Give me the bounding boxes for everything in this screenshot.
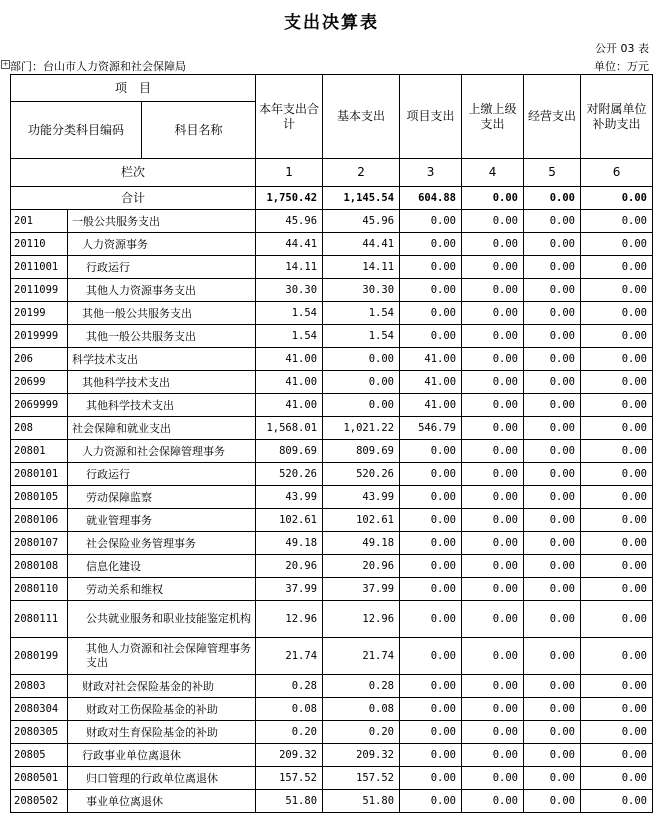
row-value: 37.99 [323,578,400,601]
row-value: 0.00 [462,302,524,325]
row-value: 0.00 [400,532,462,555]
row-value: 0.00 [400,440,462,463]
row-value: 14.11 [323,256,400,279]
row-value: 21.74 [256,638,323,675]
row-value: 0.00 [400,233,462,256]
header-col5: 经营支出 [524,75,581,159]
row-value: 14.11 [256,256,323,279]
page-title: 支出决算表 [284,13,379,33]
row-value: 41.00 [256,348,323,371]
table-row [11,210,653,233]
row-value: 0.00 [581,578,653,601]
row-value: 0.00 [462,325,524,348]
row-code: 2080305 [11,721,68,744]
row-value: 0.00 [462,601,524,638]
row-value: 0.00 [581,279,653,302]
row-value: 0.00 [581,417,653,440]
row-value: 0.00 [462,371,524,394]
row-value: 12.96 [256,601,323,638]
row-value: 0.00 [462,394,524,417]
total-value: 0.00 [462,187,524,210]
total-value: 1,750.42 [256,187,323,210]
row-code: 2080108 [11,555,68,578]
row-value: 41.00 [256,371,323,394]
row-value: 44.41 [323,233,400,256]
row-value: 0.00 [524,555,581,578]
row-value: 0.00 [524,463,581,486]
row-value: 0.00 [581,463,653,486]
row-name: 一般公共服务支出 [68,210,256,233]
expenditure-table [10,74,653,813]
header-col3: 项目支出 [400,75,462,159]
row-value: 0.00 [524,486,581,509]
row-value: 0.00 [462,463,524,486]
row-value: 0.00 [400,578,462,601]
row-code: 2080502 [11,790,68,813]
row-code: 208 [11,417,68,440]
header-idx-4: 4 [462,159,524,187]
header-col1: 本年支出合计 [256,75,323,159]
table-row [11,256,653,279]
table-row [11,463,653,486]
row-name: 财政对生育保险基金的补助 [68,721,256,744]
row-value: 209.32 [256,744,323,767]
row-name: 其他科学技术支出 [68,371,256,394]
row-value: 520.26 [256,463,323,486]
row-code: 2080101 [11,463,68,486]
row-name: 人力资源事务 [68,233,256,256]
row-value: 0.00 [462,767,524,790]
header-func-code: 功能分类科目编码 [11,102,142,158]
row-code: 2080107 [11,532,68,555]
row-value: 0.00 [581,675,653,698]
row-value: 1.54 [323,325,400,348]
table-row [11,509,653,532]
table-row [11,578,653,601]
table-row [11,698,653,721]
row-value: 0.00 [323,348,400,371]
row-value: 0.00 [524,279,581,302]
table-row [11,440,653,463]
row-value: 0.00 [400,721,462,744]
row-code: 2080501 [11,767,68,790]
row-value: 0.00 [581,233,653,256]
row-value: 0.00 [400,790,462,813]
row-value: 0.00 [524,509,581,532]
table-row [11,532,653,555]
header-col6: 对附属单位补助支出 [581,75,653,159]
row-value: 0.00 [462,532,524,555]
row-value: 0.00 [462,486,524,509]
total-row [11,187,653,210]
row-value: 0.00 [581,348,653,371]
row-value: 0.00 [581,767,653,790]
row-value: 0.00 [400,555,462,578]
row-code: 2080304 [11,698,68,721]
row-name: 其他科学技术支出 [68,394,256,417]
table-row [11,767,653,790]
row-name: 社会保障和就业支出 [68,417,256,440]
row-value: 0.20 [256,721,323,744]
row-value: 1.54 [323,302,400,325]
header-idx-2: 2 [323,159,400,187]
row-value: 0.00 [581,302,653,325]
row-name: 其他一般公共服务支出 [68,325,256,348]
row-value: 1.54 [256,325,323,348]
row-value: 21.74 [323,638,400,675]
row-value: 0.00 [581,509,653,532]
row-name: 信息化建设 [68,555,256,578]
row-value: 0.00 [524,325,581,348]
row-value: 1,568.01 [256,417,323,440]
row-value: 0.00 [524,578,581,601]
row-value: 0.00 [400,744,462,767]
header-idx-6: 6 [581,159,653,187]
table-row [11,233,653,256]
row-value: 0.00 [524,302,581,325]
table-row [11,394,653,417]
header-column-index: 栏次 [11,159,256,187]
row-name: 财政对社会保险基金的补助 [68,675,256,698]
header-idx-5: 5 [524,159,581,187]
table-row [11,601,653,638]
row-value: 0.00 [400,302,462,325]
row-value: 0.00 [524,233,581,256]
table-row [11,325,653,348]
row-value: 0.00 [524,721,581,744]
row-value: 157.52 [323,767,400,790]
row-value: 0.28 [256,675,323,698]
row-value: 809.69 [256,440,323,463]
row-value: 0.00 [323,394,400,417]
row-code: 201 [11,210,68,233]
row-value: 0.00 [462,698,524,721]
row-value: 12.96 [323,601,400,638]
row-code: 20805 [11,744,68,767]
row-value: 157.52 [256,767,323,790]
header-idx-1: 1 [256,159,323,187]
total-value: 604.88 [400,187,462,210]
header-idx-3: 3 [400,159,462,187]
row-code: 2080110 [11,578,68,601]
row-value: 520.26 [323,463,400,486]
table-row [11,486,653,509]
row-value: 0.00 [524,348,581,371]
row-value: 0.00 [581,325,653,348]
header-col4: 上缴上级支出 [462,75,524,159]
row-value: 20.96 [323,555,400,578]
row-value: 0.00 [581,555,653,578]
row-code: 20199 [11,302,68,325]
row-code: 20801 [11,440,68,463]
row-value: 0.20 [323,721,400,744]
row-value: 0.00 [462,279,524,302]
table-row [11,417,653,440]
row-value: 0.00 [581,698,653,721]
row-value: 0.00 [524,790,581,813]
row-value: 546.79 [400,417,462,440]
row-value: 0.28 [323,675,400,698]
row-name: 科学技术支出 [68,348,256,371]
row-name: 事业单位离退休 [68,790,256,813]
row-value: 30.30 [256,279,323,302]
row-value: 0.00 [524,767,581,790]
row-value: 0.00 [462,256,524,279]
row-value: 0.00 [462,440,524,463]
row-value: 41.00 [400,348,462,371]
row-value: 0.00 [462,675,524,698]
total-label: 合计 [11,187,256,210]
row-name: 其他一般公共服务支出 [68,302,256,325]
row-value: 0.00 [400,210,462,233]
row-value: 0.00 [581,721,653,744]
row-value: 0.00 [524,532,581,555]
row-value: 0.00 [400,509,462,532]
row-value: 41.00 [256,394,323,417]
row-value: 0.00 [524,675,581,698]
table-code-note: 公开 03 表 [595,42,649,55]
row-code: 206 [11,348,68,371]
row-value: 0.00 [524,638,581,675]
move-handle-icon[interactable]: + [2,60,9,68]
row-value: 0.00 [524,417,581,440]
row-code: 2011001 [11,256,68,279]
row-value: 0.00 [581,638,653,675]
row-value: 0.00 [524,744,581,767]
table-row [11,279,653,302]
table-row [11,302,653,325]
row-value: 0.00 [400,698,462,721]
row-value: 0.00 [462,744,524,767]
row-code: 2011099 [11,279,68,302]
row-value: 0.00 [581,486,653,509]
row-code: 2080105 [11,486,68,509]
row-value: 0.00 [581,744,653,767]
header-subject-name: 科目名称 [174,122,223,137]
row-name: 劳动保障监察 [68,486,256,509]
table-row [11,555,653,578]
row-code: 2080111 [11,601,68,638]
row-name: 劳动关系和维权 [68,578,256,601]
row-value: 0.00 [462,233,524,256]
row-value: 0.00 [524,440,581,463]
row-value: 43.99 [323,486,400,509]
row-value: 0.08 [256,698,323,721]
row-value: 41.00 [400,371,462,394]
row-value: 0.00 [524,394,581,417]
row-code: 2019999 [11,325,68,348]
row-value: 41.00 [400,394,462,417]
row-value: 0.00 [400,256,462,279]
row-code: 2080199 [11,638,68,675]
row-value: 0.00 [400,675,462,698]
row-value: 0.00 [400,767,462,790]
row-value: 0.00 [462,509,524,532]
row-name: 财政对工伤保险基金的补助 [68,698,256,721]
header-col2: 基本支出 [323,75,400,159]
row-value: 0.00 [524,371,581,394]
row-value: 0.00 [462,638,524,675]
table-row [11,638,653,675]
total-value: 1,145.54 [323,187,400,210]
row-value: 209.32 [323,744,400,767]
row-name: 公共就业服务和职业技能鉴定机构 [68,601,256,638]
total-value: 0.00 [581,187,653,210]
row-name: 社会保险业务管理事务 [68,532,256,555]
row-name: 行政运行 [68,463,256,486]
row-code: 20110 [11,233,68,256]
row-value: 102.61 [256,509,323,532]
row-value: 0.00 [400,325,462,348]
row-value: 0.00 [524,256,581,279]
unit-label: 单位：万元 [594,60,649,73]
row-value: 0.00 [462,555,524,578]
row-name: 行政运行 [68,256,256,279]
row-code: 2069999 [11,394,68,417]
row-name: 就业管理事务 [68,509,256,532]
row-value: 45.96 [256,210,323,233]
row-value: 44.41 [256,233,323,256]
table-row [11,721,653,744]
row-value: 43.99 [256,486,323,509]
row-code: 20803 [11,675,68,698]
row-value: 30.30 [323,279,400,302]
table-row [11,790,653,813]
header-item: 项 目 [11,75,256,102]
row-value: 45.96 [323,210,400,233]
row-value: 0.00 [462,721,524,744]
row-value: 49.18 [256,532,323,555]
row-value: 51.80 [256,790,323,813]
row-name: 其他人力资源事务支出 [68,279,256,302]
row-name: 行政事业单位离退休 [68,744,256,767]
row-value: 0.00 [581,256,653,279]
row-value: 0.00 [400,638,462,675]
row-value: 0.00 [323,371,400,394]
row-value: 0.08 [323,698,400,721]
row-value: 0.00 [581,440,653,463]
row-value: 0.00 [400,279,462,302]
row-value: 0.00 [581,394,653,417]
row-value: 102.61 [323,509,400,532]
row-value: 0.00 [524,210,581,233]
row-value: 0.00 [581,210,653,233]
row-value: 49.18 [323,532,400,555]
row-value: 0.00 [400,486,462,509]
row-value: 20.96 [256,555,323,578]
row-name: 归口管理的行政单位离退休 [68,767,256,790]
row-name: 人力资源和社会保障管理事务 [68,440,256,463]
row-value: 1,021.22 [323,417,400,440]
department-label: 部门：台山市人力资源和社会保障局 [10,60,186,73]
total-value: 0.00 [524,187,581,210]
table-row [11,371,653,394]
row-value: 0.00 [581,601,653,638]
row-value: 809.69 [323,440,400,463]
row-value: 0.00 [581,790,653,813]
row-value: 0.00 [462,578,524,601]
table-row [11,675,653,698]
table-row [11,744,653,767]
row-code: 20699 [11,371,68,394]
row-value: 0.00 [581,532,653,555]
row-value: 0.00 [462,417,524,440]
row-value: 0.00 [581,371,653,394]
row-value: 0.00 [462,348,524,371]
row-value: 0.00 [524,698,581,721]
row-value: 0.00 [462,790,524,813]
row-name: 其他人力资源和社会保障管理事务支出 [68,638,256,675]
row-code: 2080106 [11,509,68,532]
row-value: 37.99 [256,578,323,601]
row-value: 51.80 [323,790,400,813]
table-row [11,348,653,371]
row-value: 0.00 [524,601,581,638]
row-value: 0.00 [400,463,462,486]
row-value: 0.00 [462,210,524,233]
row-value: 0.00 [400,601,462,638]
row-value: 1.54 [256,302,323,325]
